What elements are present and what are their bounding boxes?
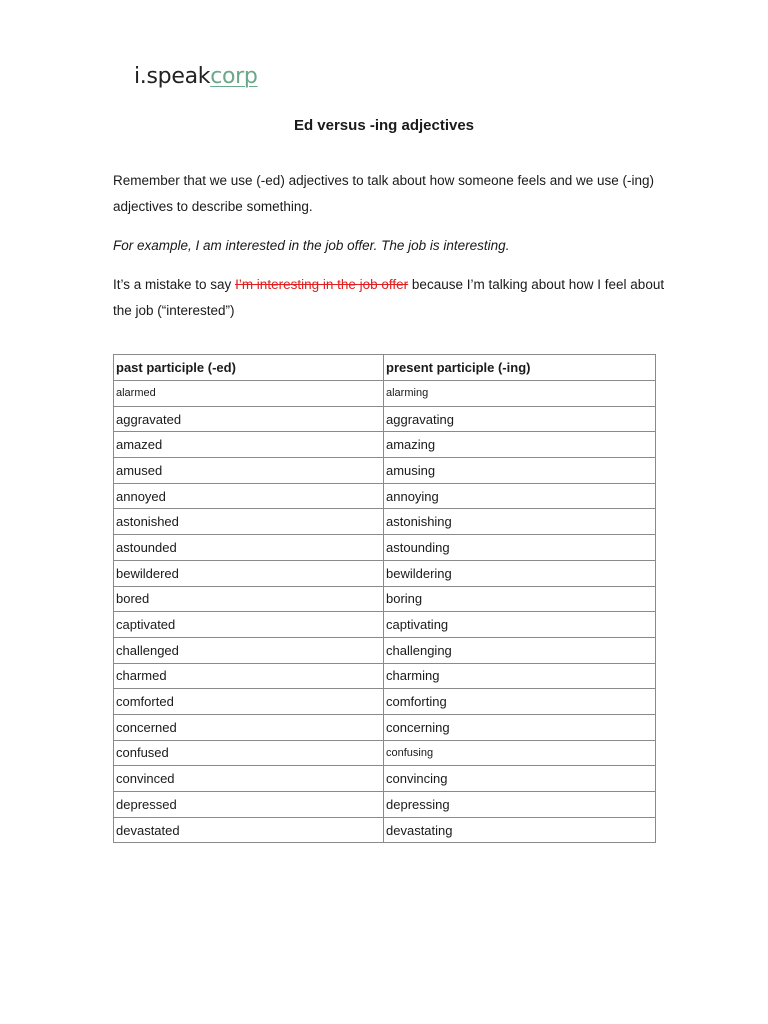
present-participle-cell: bewildering <box>384 560 656 586</box>
table-row <box>114 406 656 432</box>
present-participle-cell: amusing <box>384 458 656 484</box>
present-participle-cell: alarming <box>384 381 656 407</box>
logo-suffix-text: corp <box>210 64 258 89</box>
table-row <box>114 560 656 586</box>
past-participle-cell: challenged <box>114 637 384 663</box>
present-participle-cell: captivating <box>384 612 656 638</box>
past-participle-cell: concerned <box>114 714 384 740</box>
table-row <box>114 740 656 766</box>
present-participle-cell: devastating <box>384 817 656 843</box>
past-participle-cell: alarmed <box>114 381 384 407</box>
past-participle-cell: bored <box>114 586 384 612</box>
table-row <box>114 586 656 612</box>
table-row <box>114 458 656 484</box>
table-row <box>114 663 656 689</box>
table-row <box>114 381 656 407</box>
past-participle-cell: comforted <box>114 689 384 715</box>
logo-main-text: i.speak <box>134 64 211 89</box>
header-present-participle: present participle (-ing) <box>384 355 656 381</box>
present-participle-cell: astounding <box>384 535 656 561</box>
past-participle-cell: annoyed <box>114 483 384 509</box>
mistake-text-before: It’s a mistake to say <box>113 277 236 292</box>
present-participle-cell: astonishing <box>384 509 656 535</box>
past-participle-cell: astonished <box>114 509 384 535</box>
past-participle-cell: bewildered <box>114 560 384 586</box>
present-participle-cell: aggravating <box>384 406 656 432</box>
table-row <box>114 612 656 638</box>
past-participle-cell: depressed <box>114 792 384 818</box>
table-row <box>114 483 656 509</box>
past-participle-cell: amused <box>114 458 384 484</box>
table-row <box>114 432 656 458</box>
table-row <box>114 637 656 663</box>
struck-incorrect-example: I’m interesting in the job offer <box>235 277 409 292</box>
present-participle-cell: concerning <box>384 714 656 740</box>
present-participle-cell: comforting <box>384 689 656 715</box>
table-body <box>114 381 656 843</box>
table-row <box>114 535 656 561</box>
header-past-participle: past participle (-ed) <box>114 355 384 381</box>
past-participle-cell: aggravated <box>114 406 384 432</box>
present-participle-cell: convincing <box>384 766 656 792</box>
document-title: Ed versus -ing adjectives <box>293 117 475 134</box>
past-participle-cell: amazed <box>114 432 384 458</box>
present-participle-cell: depressing <box>384 792 656 818</box>
past-participle-cell: devastated <box>114 817 384 843</box>
example-paragraph: For example, I am interested in the job offer. The job is interesting. <box>113 238 510 253</box>
table-row <box>114 714 656 740</box>
mistake-text-after: because I’m talking about how I feel about the job (“interested”) <box>113 277 665 318</box>
present-participle-cell: challenging <box>384 637 656 663</box>
table-row <box>114 766 656 792</box>
present-participle-cell: boring <box>384 586 656 612</box>
table-header-row <box>114 355 656 381</box>
table-row <box>114 817 656 843</box>
past-participle-cell: convinced <box>114 766 384 792</box>
present-participle-cell: amazing <box>384 432 656 458</box>
ispeak-logo <box>134 64 258 89</box>
present-participle-cell: charming <box>384 663 656 689</box>
table-row <box>114 509 656 535</box>
present-participle-cell: annoying <box>384 483 656 509</box>
table-row <box>114 792 656 818</box>
present-participle-cell: confusing <box>384 740 656 766</box>
past-participle-cell: astounded <box>114 535 384 561</box>
past-participle-cell: captivated <box>114 612 384 638</box>
past-participle-cell: charmed <box>114 663 384 689</box>
adjective-table <box>113 354 656 843</box>
intro-paragraph: Remember that we use (-ed) adjectives to talk about how someone feels and we use (-ing) adjectives to describe something. <box>113 173 655 214</box>
mistake-paragraph <box>113 272 673 324</box>
past-participle-cell: confused <box>114 740 384 766</box>
table-row <box>114 689 656 715</box>
